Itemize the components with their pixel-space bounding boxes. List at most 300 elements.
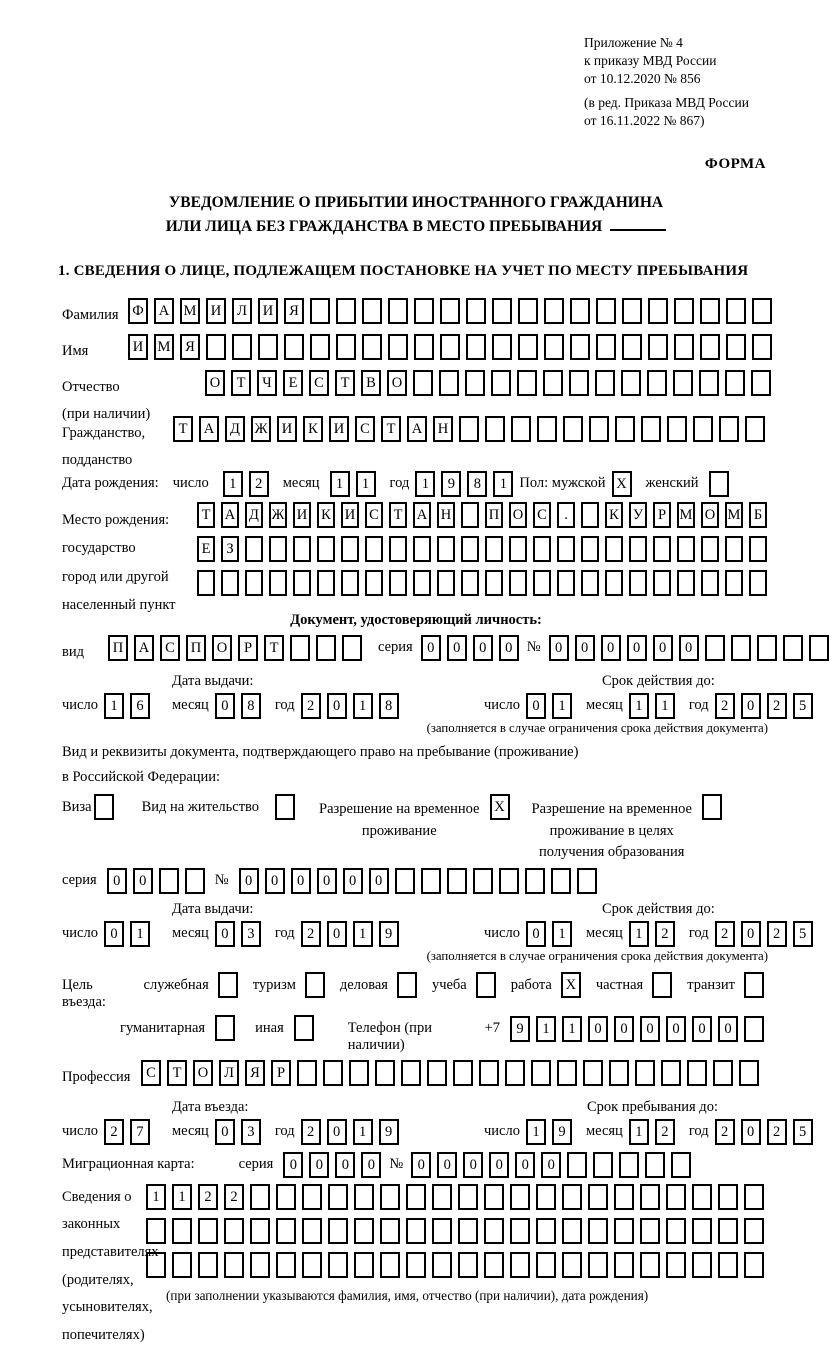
char-cell[interactable]: Т: [167, 1060, 187, 1086]
char-cell[interactable]: Л: [232, 298, 252, 324]
char-cell[interactable]: 0: [515, 1152, 535, 1178]
char-cell[interactable]: [702, 794, 722, 820]
char-cell[interactable]: [484, 1218, 504, 1244]
char-cell[interactable]: 7: [130, 1119, 150, 1145]
char-cell[interactable]: [336, 334, 356, 360]
char-cell[interactable]: [269, 536, 287, 562]
char-cell[interactable]: [677, 536, 695, 562]
char-cell[interactable]: [581, 536, 599, 562]
char-cell[interactable]: [146, 1218, 166, 1244]
char-cell[interactable]: [744, 1184, 764, 1210]
char-cell[interactable]: [536, 1184, 556, 1210]
char-cell[interactable]: [647, 370, 667, 396]
char-cell[interactable]: [310, 298, 330, 324]
char-cell[interactable]: С: [533, 502, 551, 528]
char-cell[interactable]: [588, 1252, 608, 1278]
char-cell[interactable]: М: [180, 298, 200, 324]
char-cell[interactable]: 0: [215, 693, 235, 719]
char-cell[interactable]: Ф: [128, 298, 148, 324]
char-cell[interactable]: [709, 471, 729, 497]
char-cell[interactable]: [595, 370, 615, 396]
char-cell[interactable]: [413, 536, 431, 562]
char-cell[interactable]: И: [277, 416, 297, 442]
char-cell[interactable]: [749, 570, 767, 596]
char-cell[interactable]: 9: [379, 1119, 399, 1145]
char-cell[interactable]: .: [557, 502, 575, 528]
char-cell[interactable]: 0: [265, 868, 285, 894]
char-cell[interactable]: [731, 635, 751, 661]
char-cell[interactable]: 0: [614, 1016, 634, 1042]
char-cell[interactable]: 0: [335, 1152, 355, 1178]
char-cell[interactable]: [701, 570, 719, 596]
char-cell[interactable]: [218, 972, 238, 998]
char-cell[interactable]: [485, 570, 503, 596]
char-cell[interactable]: 0: [361, 1152, 381, 1178]
char-cell[interactable]: [159, 868, 179, 894]
char-cell[interactable]: [461, 570, 479, 596]
char-cell[interactable]: [718, 1218, 738, 1244]
char-cell[interactable]: [284, 334, 304, 360]
char-cell[interactable]: [432, 1218, 452, 1244]
char-cell[interactable]: [653, 570, 671, 596]
char-cell[interactable]: X: [490, 794, 510, 820]
char-cell[interactable]: 1: [223, 471, 243, 497]
char-cell[interactable]: 9: [552, 1119, 572, 1145]
char-cell[interactable]: [458, 1218, 478, 1244]
char-cell[interactable]: [713, 1060, 733, 1086]
char-cell[interactable]: [479, 1060, 499, 1086]
char-cell[interactable]: 1: [353, 693, 373, 719]
char-cell[interactable]: 0: [283, 1152, 303, 1178]
char-cell[interactable]: [569, 370, 589, 396]
char-cell[interactable]: О: [387, 370, 407, 396]
char-cell[interactable]: [622, 334, 642, 360]
char-cell[interactable]: 2: [224, 1184, 244, 1210]
char-cell[interactable]: 2: [767, 1119, 787, 1145]
char-cell[interactable]: [674, 298, 694, 324]
char-cell[interactable]: [692, 1184, 712, 1210]
char-cell[interactable]: [588, 1184, 608, 1210]
char-cell[interactable]: [389, 570, 407, 596]
char-cell[interactable]: 2: [767, 921, 787, 947]
char-cell[interactable]: [744, 972, 764, 998]
char-cell[interactable]: [635, 1060, 655, 1086]
char-cell[interactable]: 0: [499, 635, 519, 661]
char-cell[interactable]: [596, 334, 616, 360]
char-cell[interactable]: [491, 370, 511, 396]
char-cell[interactable]: [510, 1218, 530, 1244]
char-cell[interactable]: О: [212, 635, 232, 661]
char-cell[interactable]: [667, 416, 687, 442]
char-cell[interactable]: 8: [379, 693, 399, 719]
char-cell[interactable]: [365, 570, 383, 596]
char-cell[interactable]: [562, 1184, 582, 1210]
char-cell[interactable]: [250, 1218, 270, 1244]
char-cell[interactable]: 0: [327, 1119, 347, 1145]
char-cell[interactable]: [328, 1184, 348, 1210]
char-cell[interactable]: 0: [741, 693, 761, 719]
char-cell[interactable]: 0: [107, 868, 127, 894]
char-cell[interactable]: Т: [264, 635, 284, 661]
char-cell[interactable]: [640, 1218, 660, 1244]
char-cell[interactable]: 0: [215, 921, 235, 947]
char-cell[interactable]: [414, 298, 434, 324]
char-cell[interactable]: 0: [541, 1152, 561, 1178]
char-cell[interactable]: 0: [343, 868, 363, 894]
char-cell[interactable]: [726, 334, 746, 360]
char-cell[interactable]: К: [605, 502, 623, 528]
char-cell[interactable]: [341, 570, 359, 596]
char-cell[interactable]: [206, 334, 226, 360]
char-cell[interactable]: 3: [241, 921, 261, 947]
char-cell[interactable]: 1: [130, 921, 150, 947]
char-cell[interactable]: 0: [411, 1152, 431, 1178]
char-cell[interactable]: [596, 298, 616, 324]
char-cell[interactable]: [380, 1218, 400, 1244]
char-cell[interactable]: 1: [629, 1119, 649, 1145]
char-cell[interactable]: Р: [271, 1060, 291, 1086]
char-cell[interactable]: [551, 868, 571, 894]
char-cell[interactable]: 5: [793, 1119, 813, 1145]
char-cell[interactable]: 3: [241, 1119, 261, 1145]
char-cell[interactable]: X: [612, 471, 632, 497]
char-cell[interactable]: [485, 536, 503, 562]
char-cell[interactable]: А: [221, 502, 239, 528]
char-cell[interactable]: С: [355, 416, 375, 442]
char-cell[interactable]: А: [407, 416, 427, 442]
char-cell[interactable]: 9: [510, 1016, 530, 1042]
char-cell[interactable]: 0: [473, 635, 493, 661]
char-cell[interactable]: 1: [146, 1184, 166, 1210]
char-cell[interactable]: [342, 635, 362, 661]
char-cell[interactable]: [250, 1252, 270, 1278]
char-cell[interactable]: 1: [526, 1119, 546, 1145]
char-cell[interactable]: [615, 416, 635, 442]
char-cell[interactable]: 1: [104, 693, 124, 719]
char-cell[interactable]: [276, 1184, 296, 1210]
char-cell[interactable]: [744, 1218, 764, 1244]
char-cell[interactable]: 2: [301, 921, 321, 947]
char-cell[interactable]: [185, 868, 205, 894]
char-cell[interactable]: Т: [197, 502, 215, 528]
char-cell[interactable]: [622, 298, 642, 324]
char-cell[interactable]: 0: [239, 868, 259, 894]
char-cell[interactable]: [640, 1252, 660, 1278]
char-cell[interactable]: 5: [793, 693, 813, 719]
char-cell[interactable]: [221, 570, 239, 596]
char-cell[interactable]: [406, 1252, 426, 1278]
char-cell[interactable]: [518, 334, 538, 360]
char-cell[interactable]: [583, 1060, 603, 1086]
char-cell[interactable]: [94, 794, 114, 820]
char-cell[interactable]: [465, 370, 485, 396]
char-cell[interactable]: [484, 1252, 504, 1278]
char-cell[interactable]: [437, 570, 455, 596]
char-cell[interactable]: 8: [241, 693, 261, 719]
char-cell[interactable]: [752, 334, 772, 360]
char-cell[interactable]: [718, 1184, 738, 1210]
char-cell[interactable]: А: [154, 298, 174, 324]
char-cell[interactable]: 2: [767, 693, 787, 719]
char-cell[interactable]: [619, 1152, 639, 1178]
char-cell[interactable]: [389, 536, 407, 562]
char-cell[interactable]: [414, 334, 434, 360]
char-cell[interactable]: 2: [715, 693, 735, 719]
char-cell[interactable]: [629, 536, 647, 562]
char-cell[interactable]: И: [341, 502, 359, 528]
char-cell[interactable]: 1: [552, 921, 572, 947]
char-cell[interactable]: [245, 570, 263, 596]
char-cell[interactable]: [671, 1152, 691, 1178]
char-cell[interactable]: [719, 416, 739, 442]
char-cell[interactable]: [395, 868, 415, 894]
char-cell[interactable]: [197, 570, 215, 596]
char-cell[interactable]: 0: [526, 693, 546, 719]
char-cell[interactable]: [293, 536, 311, 562]
char-cell[interactable]: [557, 536, 575, 562]
char-cell[interactable]: [752, 298, 772, 324]
char-cell[interactable]: [536, 1252, 556, 1278]
char-cell[interactable]: [354, 1218, 374, 1244]
char-cell[interactable]: [605, 536, 623, 562]
char-cell[interactable]: [666, 1252, 686, 1278]
char-cell[interactable]: [726, 298, 746, 324]
char-cell[interactable]: [544, 334, 564, 360]
char-cell[interactable]: [461, 502, 479, 528]
char-cell[interactable]: А: [199, 416, 219, 442]
char-cell[interactable]: 9: [379, 921, 399, 947]
char-cell[interactable]: [648, 334, 668, 360]
char-cell[interactable]: [437, 536, 455, 562]
char-cell[interactable]: Я: [180, 334, 200, 360]
char-cell[interactable]: [751, 370, 771, 396]
char-cell[interactable]: И: [128, 334, 148, 360]
char-cell[interactable]: [499, 868, 519, 894]
char-cell[interactable]: М: [725, 502, 743, 528]
char-cell[interactable]: [570, 298, 590, 324]
char-cell[interactable]: 2: [198, 1184, 218, 1210]
char-cell[interactable]: [198, 1252, 218, 1278]
char-cell[interactable]: [562, 1218, 582, 1244]
char-cell[interactable]: 0: [104, 921, 124, 947]
char-cell[interactable]: [609, 1060, 629, 1086]
char-cell[interactable]: П: [186, 635, 206, 661]
char-cell[interactable]: [510, 1184, 530, 1210]
char-cell[interactable]: [692, 1252, 712, 1278]
char-cell[interactable]: [705, 635, 725, 661]
char-cell[interactable]: Р: [653, 502, 671, 528]
char-cell[interactable]: [439, 370, 459, 396]
char-cell[interactable]: [783, 635, 803, 661]
char-cell[interactable]: [365, 536, 383, 562]
char-cell[interactable]: [744, 1252, 764, 1278]
char-cell[interactable]: И: [206, 298, 226, 324]
char-cell[interactable]: 9: [441, 471, 461, 497]
char-cell[interactable]: [245, 536, 263, 562]
char-cell[interactable]: Л: [219, 1060, 239, 1086]
char-cell[interactable]: А: [413, 502, 431, 528]
char-cell[interactable]: 2: [715, 1119, 735, 1145]
char-cell[interactable]: Т: [389, 502, 407, 528]
char-cell[interactable]: [269, 570, 287, 596]
char-cell[interactable]: [413, 570, 431, 596]
char-cell[interactable]: О: [701, 502, 719, 528]
char-cell[interactable]: [388, 334, 408, 360]
char-cell[interactable]: 0: [601, 635, 621, 661]
char-cell[interactable]: Н: [433, 416, 453, 442]
char-cell[interactable]: О: [509, 502, 527, 528]
char-cell[interactable]: Е: [283, 370, 303, 396]
char-cell[interactable]: [809, 635, 829, 661]
char-cell[interactable]: [687, 1060, 707, 1086]
char-cell[interactable]: 0: [653, 635, 673, 661]
char-cell[interactable]: Т: [381, 416, 401, 442]
char-cell[interactable]: 0: [666, 1016, 686, 1042]
char-cell[interactable]: С: [309, 370, 329, 396]
char-cell[interactable]: Д: [245, 502, 263, 528]
char-cell[interactable]: [232, 334, 252, 360]
char-cell[interactable]: [427, 1060, 447, 1086]
char-cell[interactable]: [380, 1252, 400, 1278]
char-cell[interactable]: [316, 635, 336, 661]
char-cell[interactable]: [413, 370, 433, 396]
char-cell[interactable]: [605, 570, 623, 596]
char-cell[interactable]: 2: [249, 471, 269, 497]
char-cell[interactable]: [666, 1218, 686, 1244]
char-cell[interactable]: С: [160, 635, 180, 661]
char-cell[interactable]: Е: [197, 536, 215, 562]
char-cell[interactable]: 2: [655, 921, 675, 947]
char-cell[interactable]: [570, 334, 590, 360]
char-cell[interactable]: 1: [536, 1016, 556, 1042]
char-cell[interactable]: [677, 570, 695, 596]
char-cell[interactable]: [648, 298, 668, 324]
char-cell[interactable]: [302, 1218, 322, 1244]
char-cell[interactable]: [700, 334, 720, 360]
char-cell[interactable]: [328, 1252, 348, 1278]
char-cell[interactable]: [614, 1218, 634, 1244]
char-cell[interactable]: [323, 1060, 343, 1086]
char-cell[interactable]: 0: [215, 1119, 235, 1145]
char-cell[interactable]: [458, 1252, 478, 1278]
char-cell[interactable]: [440, 334, 460, 360]
char-cell[interactable]: З: [221, 536, 239, 562]
char-cell[interactable]: 0: [327, 693, 347, 719]
char-cell[interactable]: 0: [575, 635, 595, 661]
char-cell[interactable]: [349, 1060, 369, 1086]
char-cell[interactable]: [701, 536, 719, 562]
char-cell[interactable]: [536, 1218, 556, 1244]
char-cell[interactable]: [302, 1184, 322, 1210]
char-cell[interactable]: 0: [291, 868, 311, 894]
char-cell[interactable]: Я: [245, 1060, 265, 1086]
char-cell[interactable]: [745, 416, 765, 442]
char-cell[interactable]: Т: [231, 370, 251, 396]
char-cell[interactable]: С: [141, 1060, 161, 1086]
char-cell[interactable]: А: [134, 635, 154, 661]
char-cell[interactable]: [725, 370, 745, 396]
char-cell[interactable]: [533, 536, 551, 562]
char-cell[interactable]: [401, 1060, 421, 1086]
char-cell[interactable]: [757, 635, 777, 661]
char-cell[interactable]: [518, 298, 538, 324]
char-cell[interactable]: [250, 1184, 270, 1210]
char-cell[interactable]: М: [154, 334, 174, 360]
char-cell[interactable]: 0: [309, 1152, 329, 1178]
char-cell[interactable]: И: [329, 416, 349, 442]
char-cell[interactable]: [581, 502, 599, 528]
char-cell[interactable]: [666, 1184, 686, 1210]
char-cell[interactable]: [652, 972, 672, 998]
char-cell[interactable]: [302, 1252, 322, 1278]
char-cell[interactable]: Я: [284, 298, 304, 324]
char-cell[interactable]: 0: [327, 921, 347, 947]
char-cell[interactable]: 2: [715, 921, 735, 947]
char-cell[interactable]: [476, 972, 496, 998]
char-cell[interactable]: [421, 868, 441, 894]
char-cell[interactable]: 0: [317, 868, 337, 894]
char-cell[interactable]: [146, 1252, 166, 1278]
char-cell[interactable]: П: [108, 635, 128, 661]
char-cell[interactable]: [473, 868, 493, 894]
char-cell[interactable]: [305, 972, 325, 998]
char-cell[interactable]: [577, 868, 597, 894]
char-cell[interactable]: 0: [447, 635, 467, 661]
char-cell[interactable]: 1: [330, 471, 350, 497]
char-cell[interactable]: 0: [588, 1016, 608, 1042]
char-cell[interactable]: 0: [369, 868, 389, 894]
char-cell[interactable]: 1: [552, 693, 572, 719]
char-cell[interactable]: 0: [549, 635, 569, 661]
char-cell[interactable]: [749, 536, 767, 562]
char-cell[interactable]: Б: [749, 502, 767, 528]
char-cell[interactable]: 8: [467, 471, 487, 497]
char-cell[interactable]: [432, 1252, 452, 1278]
char-cell[interactable]: 0: [526, 921, 546, 947]
char-cell[interactable]: О: [193, 1060, 213, 1086]
char-cell[interactable]: [614, 1184, 634, 1210]
char-cell[interactable]: [725, 536, 743, 562]
char-cell[interactable]: [567, 1152, 587, 1178]
char-cell[interactable]: В: [361, 370, 381, 396]
char-cell[interactable]: 0: [640, 1016, 660, 1042]
char-cell[interactable]: [354, 1184, 374, 1210]
char-cell[interactable]: 0: [463, 1152, 483, 1178]
char-cell[interactable]: [505, 1060, 525, 1086]
char-cell[interactable]: [744, 1016, 764, 1042]
char-cell[interactable]: [317, 536, 335, 562]
char-cell[interactable]: [224, 1252, 244, 1278]
char-cell[interactable]: [543, 370, 563, 396]
char-cell[interactable]: И: [293, 502, 311, 528]
char-cell[interactable]: [511, 416, 531, 442]
char-cell[interactable]: [725, 570, 743, 596]
char-cell[interactable]: С: [365, 502, 383, 528]
char-cell[interactable]: 0: [133, 868, 153, 894]
char-cell[interactable]: [406, 1184, 426, 1210]
char-cell[interactable]: [336, 298, 356, 324]
char-cell[interactable]: [557, 570, 575, 596]
char-cell[interactable]: Ж: [269, 502, 287, 528]
char-cell[interactable]: [621, 370, 641, 396]
char-cell[interactable]: 5: [793, 921, 813, 947]
char-cell[interactable]: П: [485, 502, 503, 528]
char-cell[interactable]: [432, 1184, 452, 1210]
char-cell[interactable]: [172, 1218, 192, 1244]
char-cell[interactable]: 1: [415, 471, 435, 497]
char-cell[interactable]: К: [303, 416, 323, 442]
char-cell[interactable]: 2: [301, 693, 321, 719]
